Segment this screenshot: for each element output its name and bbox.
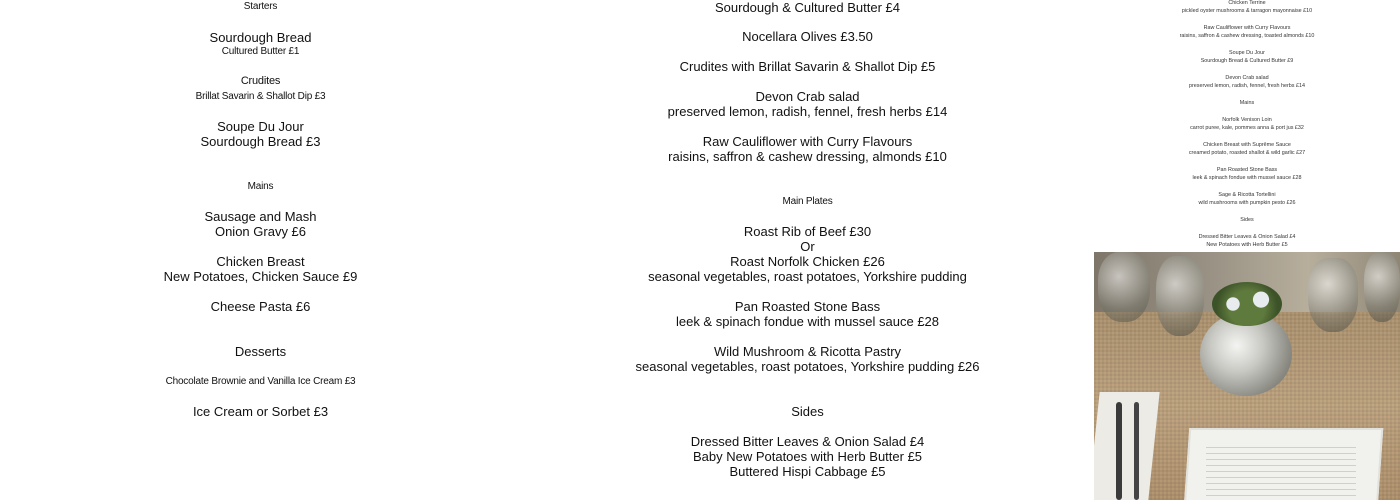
icecream-line: Ice Cream or Sorbet £3 xyxy=(192,404,329,419)
mini-line: Norfolk Venison Loin xyxy=(1222,117,1272,123)
or-line: Or xyxy=(800,239,815,254)
olives-line: Nocellara Olives £3.50 xyxy=(742,29,873,44)
roast-desc: seasonal vegetables, roast potatoes, Yorkshire pudding xyxy=(648,269,967,284)
mini-line: carrot puree, kale, pommes anna & port jus £32 xyxy=(1190,125,1304,131)
mini-menu-card xyxy=(1094,0,1400,252)
sourdough-line: Sourdough & Cultured Butter £4 xyxy=(714,0,900,15)
menu-card-text-lines xyxy=(1206,442,1356,500)
sides-heading: Sides xyxy=(791,404,824,419)
mini-line: Chicken Breast with Suprême Sauce xyxy=(1203,142,1291,148)
mini-line: New Potatoes with Herb Butter £5 xyxy=(1206,242,1288,248)
cheese-pasta: Cheese Pasta £6 xyxy=(210,299,311,314)
side-potatoes: Baby New Potatoes with Herb Butter £5 xyxy=(692,449,923,464)
sourdough-title: Sourdough Bread xyxy=(209,30,312,45)
mini-line: Chicken Terrine xyxy=(1228,0,1266,6)
crudites-line: Crudites with Brillat Savarin & Shallot Dip £5 xyxy=(679,59,936,74)
bass-desc: leek & spinach fondue with mussel sauce £28 xyxy=(675,314,940,329)
brownie-line: Chocolate Brownie and Vanilla Ice Cream £3 xyxy=(165,376,356,387)
crudites-title: Crudites xyxy=(240,75,281,87)
cauliflower-title: Raw Cauliflower with Curry Flavours xyxy=(702,134,913,149)
crudites-desc: Brillat Savarin & Shallot Dip £3 xyxy=(195,91,326,102)
side-cabbage: Buttered Hispi Cabbage £5 xyxy=(729,464,886,479)
pastry-desc: seasonal vegetables, roast potatoes, Yorkshire pudding £26 xyxy=(635,359,980,374)
mini-line: Devon Crab salad xyxy=(1225,75,1269,81)
mini-line: Raw Cauliflower with Curry Flavours xyxy=(1203,25,1291,31)
knife-icon xyxy=(1134,402,1139,500)
mini-line: pickled oyster mushrooms & tarragon mayonnaise £10 xyxy=(1181,8,1313,14)
wine-glass-icon xyxy=(1364,252,1400,322)
mini-line: Sage & Ricotta Tortellini xyxy=(1218,192,1276,198)
side-salad: Dressed Bitter Leaves & Onion Salad £4 xyxy=(690,434,925,449)
cauliflower-desc: raisins, saffron & cashew dressing, almonds £10 xyxy=(668,149,947,164)
mini-line: preserved lemon, radish, fennel, fresh herbs £14 xyxy=(1189,83,1305,89)
napkin xyxy=(1094,392,1160,500)
rib-line: Roast Rib of Beef £30 xyxy=(743,224,872,239)
mini-line: Dressed Bitter Leaves & Onion Salad £4 xyxy=(1198,234,1296,240)
crab-title: Devon Crab salad xyxy=(755,89,860,104)
mini-line: wild mushrooms with pumpkin pesto £26 xyxy=(1198,200,1296,206)
main-plates-heading: Main Plates xyxy=(782,196,833,207)
chicken-title: Chicken Breast xyxy=(216,254,305,269)
right-panel xyxy=(1094,0,1400,500)
soupe-title: Soupe Du Jour xyxy=(217,119,304,134)
table-setting-photo xyxy=(1094,252,1400,500)
mini-line: raisins, saffron & cashew dressing, toasted almonds £10 xyxy=(1179,33,1315,39)
soupe-desc: Sourdough Bread £3 xyxy=(200,134,321,149)
fork-icon xyxy=(1116,402,1122,500)
mains-heading: Mains xyxy=(247,181,274,192)
tumbler-glass-icon xyxy=(1156,256,1204,336)
mini-line: Sourdough Bread & Cultured Butter £9 xyxy=(1200,58,1294,64)
mini-line: Pan Roasted Stone Bass xyxy=(1216,167,1278,173)
chicken-desc: New Potatoes, Chicken Sauce £9 xyxy=(163,269,358,284)
flower-arrangement-icon xyxy=(1212,282,1282,326)
mini-line: leek & spinach fondue with mussel sauce £28 xyxy=(1192,175,1302,181)
desserts-heading: Desserts xyxy=(234,344,287,359)
wine-glass-icon xyxy=(1098,252,1150,322)
mini-line: Sides xyxy=(1240,217,1254,223)
mini-line: Soupe Du Jour xyxy=(1229,50,1265,56)
sausage-title: Sausage and Mash xyxy=(204,209,317,224)
sourdough-desc: Cultured Butter £1 xyxy=(221,46,300,57)
norfolk-line: Roast Norfolk Chicken £26 xyxy=(730,254,885,269)
crab-desc: preserved lemon, radish, fennel, fresh herbs £14 xyxy=(667,104,948,119)
bass-title: Pan Roasted Stone Bass xyxy=(734,299,881,314)
mini-line: Mains xyxy=(1239,100,1255,106)
wine-glass-icon xyxy=(1308,258,1358,332)
starters-heading: Starters xyxy=(243,1,278,12)
pastry-title: Wild Mushroom & Ricotta Pastry xyxy=(713,344,902,359)
mini-line: creamed potato, roasted shallot & wild garlic £27 xyxy=(1188,150,1306,156)
sausage-desc: Onion Gravy £6 xyxy=(214,224,307,239)
